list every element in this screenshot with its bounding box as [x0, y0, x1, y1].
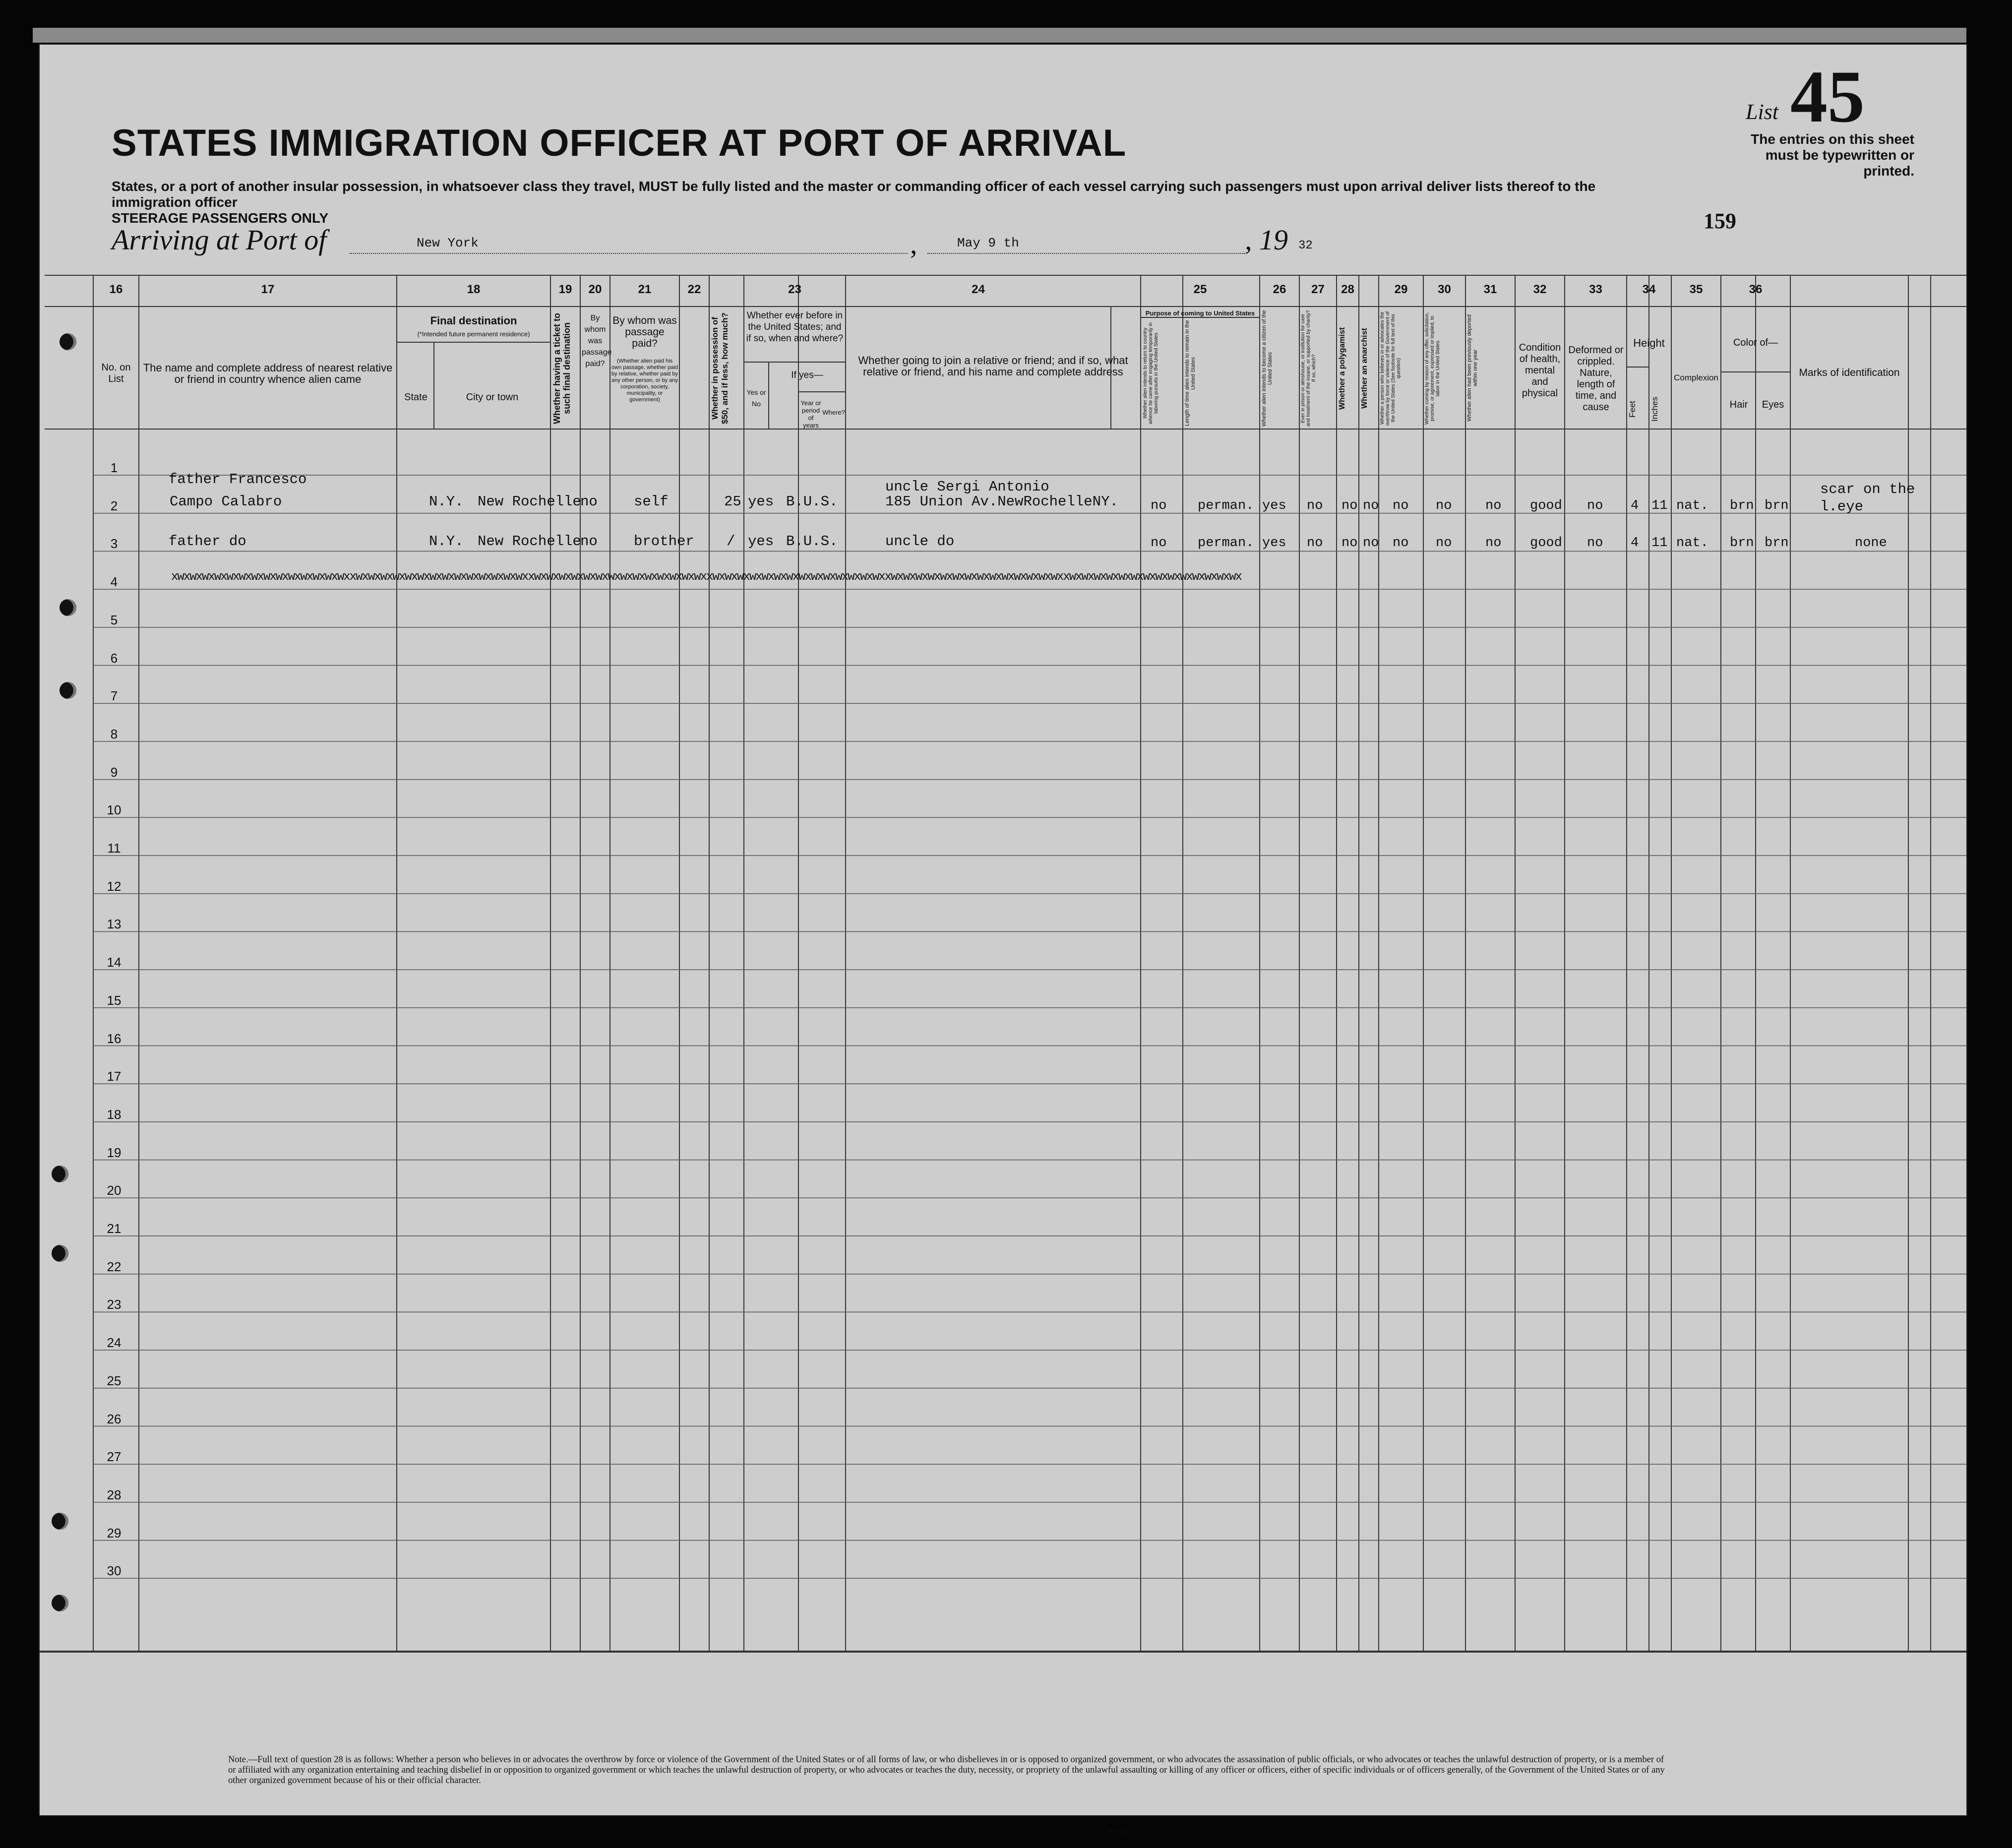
row-number: 4 — [110, 574, 118, 590]
header-prison: Ever in prison or almshouse, or institution for care and treatment of the insane, or supported by charity? If so, which? — [1300, 310, 1317, 427]
row1-city: New Rochelle — [478, 493, 581, 510]
page-number: 159 — [1704, 209, 1736, 233]
row2-paid-by: brother — [634, 533, 694, 550]
row1-marks-line1: scar on the — [1820, 481, 1915, 497]
col-num-17: 17 — [261, 283, 275, 296]
col-num-36: 36 — [1749, 283, 1763, 296]
year-prefix: , 19 — [1245, 224, 1288, 256]
row2-ticket: no — [580, 533, 598, 550]
row2-deformed: no — [1587, 536, 1603, 551]
list-number: 45 — [1790, 56, 1865, 138]
row1-deformed: no — [1587, 498, 1603, 513]
row-number: 15 — [107, 992, 122, 1008]
header-before-in-us: Whether ever before in the United States; and if so, when and where? — [746, 310, 844, 344]
row1-deported: no — [1485, 498, 1502, 513]
year-prefix-text: 19 — [1259, 224, 1288, 256]
row2-citizen: yes — [1262, 536, 1286, 551]
header-nearest-relative: The name and complete address of nearest relative or friend in country whence alien came — [143, 362, 393, 385]
list-label: List — [1746, 100, 1779, 124]
row2-prison: no — [1307, 536, 1323, 551]
row1-state: N.Y. — [429, 493, 464, 510]
footnote-question-28: Note.—Full text of question 28 is as follows: Whether a person who believes in or advocates the overthrow by force or violence of the Government of the United States or of all forms of law, or who disbelieves in or is opposed to organized government, or who advocates the assassination of public officials, or who advocates or teaches the unlawful destruction of property, or is a member of or affiliated with any organization entertaining and teaching disbelief in or opposition to organized government or which teaches the unlawful destruction of property, or who advocates or teaches the duty, necessity, or propriety of the unlawful assaulting or killing of any officer or officers, either of specific individuals or of officers generally, of the Government of the United States or of any other organized government because of his or their official character. — [228, 1755, 1665, 1786]
row-number: 16 — [107, 1031, 122, 1046]
col-num-21: 21 — [638, 283, 652, 296]
row-number: 27 — [107, 1449, 122, 1465]
header-deformed: Deformed or crippled. Nature, length of time, and cause — [1568, 345, 1624, 413]
row-number: 14 — [107, 955, 122, 970]
row-number: 20 — [107, 1183, 122, 1198]
col-num-31: 31 — [1483, 283, 1497, 296]
col-num-34: 34 — [1642, 283, 1656, 296]
row-number: 1 — [110, 460, 118, 475]
header-ticket: Whether having a ticket to such final destination — [552, 312, 572, 424]
header-polygamist: Whether a polygamist — [1338, 327, 1346, 410]
row-number: 30 — [107, 1563, 122, 1579]
arriving-label: Arriving at Port of — [112, 224, 327, 256]
row1-polygamist: no — [1341, 498, 1358, 513]
row1-prison: no — [1307, 498, 1323, 513]
row-number: 18 — [107, 1107, 122, 1122]
row-number: 11 — [107, 841, 121, 856]
header-if-yes: If yes— — [791, 370, 823, 380]
row1-inches: 11 — [1651, 498, 1668, 513]
row1-paid-by: self — [634, 493, 669, 510]
binder-hole — [52, 1245, 68, 1262]
col-num-29: 29 — [1394, 283, 1408, 296]
row1-eyes: brn — [1765, 498, 1789, 513]
cancellation-marks: xwxwxwxwxwxwxwxwxwxwxwxwxwxwxxwxwxwxwxwxwxwxwxwxwxwxwxwxwxxwxwxwxwxwxwxwxwxwxwxwxwxwxwxxwxwxwxwxwxwxwxwxwxwxwxwxwxwxxwxwxwxwxwxwxwxwxwxwxwxwxwxwxxwxwxwxwxwxwxwxwxwxwxwxwxwxwx — [171, 570, 1242, 584]
row-number: 7 — [110, 688, 118, 704]
row-number: 8 — [110, 726, 118, 741]
typewritten-note: The entries on this sheet must be typewritten or printed. — [1751, 131, 1914, 179]
row1-complexion: nat. — [1676, 498, 1708, 513]
row1-return: no — [1151, 498, 1167, 513]
year-suffix: 32 — [1298, 239, 1313, 252]
page-title: STATES IMMIGRATION OFFICER AT PORT OF ARRIVAL — [112, 122, 1127, 164]
binder-hole — [52, 1513, 68, 1530]
col-num-20: 20 — [588, 283, 602, 296]
col-num-35: 35 — [1689, 283, 1703, 296]
header-purpose: Purpose of coming to United States — [1145, 309, 1255, 317]
row-number: 23 — [107, 1297, 122, 1312]
header-final-destination: Final destination — [430, 314, 517, 327]
row2-before: yes — [748, 533, 774, 550]
row2-hair: brn — [1730, 536, 1754, 551]
col-num-24: 24 — [972, 283, 985, 296]
col-num-23: 23 — [788, 283, 801, 296]
col-num-27: 27 — [1311, 283, 1325, 296]
header-purpose-return: Whether alien intends to return to country whence he came after engaging temporarily in laboring pursuits in the United States — [1143, 322, 1159, 425]
header-passage: By whom was passage paid? — [612, 315, 677, 349]
row2-eyes: brn — [1765, 536, 1789, 551]
header-overthrow: Whether a person who believes in or advocates the overthrow by force or violence of the Government of the United States (See footnote for full text of this question) — [1380, 311, 1402, 426]
header-hair: Hair — [1729, 399, 1748, 410]
binder-hole — [60, 682, 76, 699]
binder-hole — [60, 599, 76, 616]
row1-citizen: yes — [1262, 498, 1286, 513]
form-number: 14—430 — [1106, 1828, 1127, 1835]
intro-text — [112, 179, 1674, 226]
header-citizen: Whether alien intends to become a citizen of the United States — [1261, 310, 1273, 427]
row2-return: no — [1151, 536, 1167, 551]
row1-length: perman. — [1198, 498, 1254, 513]
intro-paragraph: States, or a port of another insular possession, in whatsoever class they travel, MUST be fully listed and the master or commanding officer of each vessel carrying such passengers must upon arrival deliver lists thereof to the immigration officer — [112, 179, 1596, 210]
row2-marks: none — [1855, 536, 1887, 551]
row-number: 3 — [110, 536, 118, 552]
form-grid — [40, 45, 1966, 1815]
port-line — [350, 253, 908, 254]
date-line — [927, 253, 1245, 254]
row1-before-where: B.U.S. — [786, 493, 838, 510]
row2-health: good — [1530, 536, 1562, 551]
row-number: 2 — [110, 498, 118, 513]
col-num-19: 19 — [558, 283, 572, 296]
row1-health: good — [1530, 498, 1562, 513]
row-number: 26 — [107, 1411, 122, 1426]
row2-money: / — [727, 533, 735, 550]
col-num-22: 22 — [687, 283, 701, 296]
row2-complexion: nat. — [1676, 536, 1708, 551]
row2-joining: uncle do — [885, 533, 955, 550]
row1-money: 25 — [724, 493, 741, 510]
header-paid-by: By whom was passage paid? — [582, 314, 612, 368]
header-offer: Whether coming by reason of any offer, solicitation, promise, or agreement, expressed or implied, to labor in the United States — [1424, 312, 1441, 425]
row-number: 17 — [107, 1069, 122, 1084]
col-num-28: 28 — [1341, 283, 1354, 296]
row-number: 12 — [107, 878, 122, 894]
row1-relative-line1: father Francesco — [169, 471, 307, 488]
row1-joining-line2: 185 Union Av.NewRochelleNY. — [885, 493, 1118, 510]
row1-offer: no — [1436, 498, 1452, 513]
row-number: 9 — [110, 764, 118, 780]
row-number: 6 — [110, 650, 118, 666]
col-num-16: 16 — [109, 283, 123, 296]
row1-joining-line1: uncle Sergi Antonio — [885, 479, 1049, 495]
col-num-30: 30 — [1438, 283, 1451, 296]
row2-city: New Rochelle — [478, 533, 581, 550]
row-number: 22 — [107, 1259, 122, 1274]
header-marks: Marks of identification — [1799, 367, 1900, 378]
date-value: May 9 th — [957, 236, 1019, 250]
header-health: Condition of health, mental and physical — [1519, 342, 1561, 399]
header-state: State — [404, 392, 427, 403]
header-height: Height — [1633, 337, 1665, 349]
comma: , — [910, 228, 917, 260]
port-value: New York — [417, 236, 479, 250]
row1-before: yes — [748, 493, 774, 510]
row-number: 25 — [107, 1373, 122, 1388]
row2-feet: 4 — [1631, 536, 1639, 551]
row-number: 29 — [107, 1525, 122, 1540]
row2-inches: 11 — [1651, 536, 1668, 551]
row1-marks-line2: l.eye — [1820, 498, 1864, 515]
header-final-destination-sub: (*Intended future permanent residence) — [417, 330, 530, 338]
binder-hole — [60, 333, 76, 350]
header-city: City or town — [466, 392, 519, 403]
row2-state: N.Y. — [429, 533, 464, 550]
header-no-on-list: No. on List — [101, 362, 131, 384]
row1-overthrow: no — [1393, 498, 1409, 513]
header-purpose-length: Length of time alien intends to remain in the United States — [1184, 320, 1196, 427]
row2-polygamist: no — [1341, 536, 1358, 551]
row2-deported: no — [1485, 536, 1502, 551]
row1-ticket: no — [580, 493, 598, 510]
col-num-33: 33 — [1589, 283, 1602, 296]
col-num-25: 25 — [1193, 283, 1207, 296]
col-num-32: 32 — [1533, 283, 1547, 296]
header-feet: Feet — [1628, 400, 1637, 418]
row2-length: perman. — [1198, 536, 1254, 551]
row-number: 21 — [107, 1221, 122, 1236]
class-line: STEERAGE PASSENGERS ONLY — [112, 210, 329, 226]
row-number: 13 — [107, 917, 122, 932]
row1-relative-line2: Campo Calabro — [170, 493, 282, 510]
manifest-sheet — [39, 44, 1967, 1835]
header-complexion: Complexion — [1674, 373, 1718, 382]
header-joining: Whether going to join a relative or friend; and if so, what relative or friend, and his name and complete address — [858, 354, 1128, 378]
row1-hair: brn — [1730, 498, 1754, 513]
header-where: Where? — [822, 409, 845, 416]
header-money: Whether in possession of $50, and if less, how much? — [710, 312, 730, 424]
row2-offer: no — [1436, 536, 1452, 551]
col-num-18: 18 — [467, 283, 481, 296]
row-number: 19 — [107, 1145, 122, 1160]
row1-feet: 4 — [1631, 498, 1639, 513]
binder-hole — [52, 1595, 68, 1611]
header-year: Year or period of years — [800, 399, 821, 429]
row-number: 24 — [107, 1335, 122, 1351]
row2-anarchist: no — [1363, 536, 1379, 551]
header-color-of: Color of— — [1733, 337, 1778, 348]
header-eyes: Eyes — [1762, 399, 1784, 410]
binder-hole — [52, 1166, 68, 1182]
header-inches: Inches — [1650, 396, 1659, 422]
row2-overthrow: no — [1393, 536, 1409, 551]
row-number: 28 — [107, 1487, 122, 1502]
row2-before-where: B.U.S. — [786, 533, 838, 550]
col-num-26: 26 — [1273, 283, 1286, 296]
row-number: 10 — [107, 802, 122, 818]
header-yes-no: Yes or No — [746, 388, 766, 408]
row2-relative: father do — [169, 533, 246, 550]
header-anarchist: Whether an anarchist — [1360, 328, 1369, 409]
row1-anarchist: no — [1363, 498, 1379, 513]
row-number: 5 — [110, 612, 118, 627]
header-deported: Whether alien had been previously deported within one year — [1466, 314, 1478, 422]
header-passage-sub: (Whether alien paid his own passage, whether paid by relative, whether paid by any other person, or by any corporation, society, municipality, or government) — [611, 358, 678, 403]
